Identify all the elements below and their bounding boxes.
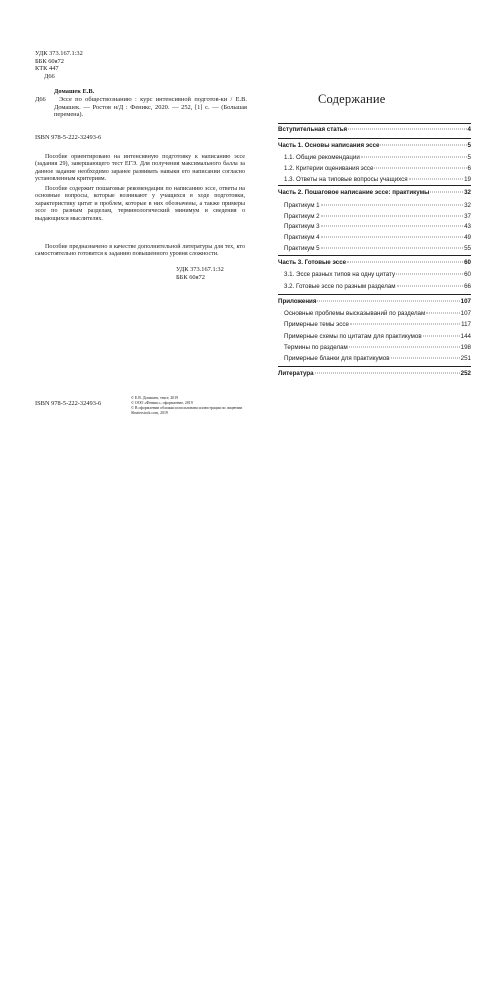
toc-top-rule	[278, 123, 471, 124]
toc-entry-page: 37	[464, 213, 471, 220]
annotation-paragraph-1: Пособие ориентировано на интенсивную подготовку к написанию эссе (задания 29), завершающего тест ЕГЭ. Для получения максимального балла за данное задание необходимо заранее развивать навыки его написании согласно установленным критериям.	[35, 154, 245, 183]
toc-entry-label: Вступительная статья	[278, 126, 348, 133]
toc-leader-dots	[315, 373, 460, 374]
toc-entry-page: 43	[464, 223, 471, 230]
toc-section-rule	[278, 255, 471, 256]
bbk-code-bottom: ББК 60я72	[176, 273, 205, 281]
toc-entry	[278, 154, 471, 162]
toc-entry-page: 198	[460, 344, 471, 351]
toc-entry-label: 1.3. Ответы на типовые вопросы учащихся	[284, 176, 408, 183]
toc-entry	[278, 189, 471, 197]
toc-entry-page: 32	[464, 189, 471, 196]
toc-entry-label: Практикум 1	[284, 202, 320, 209]
toc-entry	[278, 213, 471, 221]
toc-leader-dots	[391, 358, 460, 359]
toc-entry-label: Часть 3. Готовые эссе	[278, 259, 347, 266]
toc-entry	[278, 355, 471, 363]
toc-leader-dots	[374, 168, 466, 169]
ktk-code: КТК 447	[35, 65, 59, 72]
toc-entry-label: Практикум 5	[284, 245, 320, 252]
toc-entry-page: 117	[461, 321, 471, 328]
toc-entry-label: Литература	[278, 370, 314, 377]
toc-leader-dots	[317, 301, 459, 302]
copyright-line: © ООО «Феникс», оформление, 2019	[131, 401, 193, 405]
toc-entry-page: 251	[460, 355, 471, 362]
author-name: Домашек Е.В.	[54, 88, 95, 95]
toc-entry	[278, 234, 471, 242]
toc-entry-label: 1.2. Критерии оценивания эссе	[284, 165, 374, 172]
toc-entry-page: 19	[464, 176, 471, 183]
toc-entry	[278, 165, 471, 173]
toc-entry-label: Примерные бланки для практикумов	[284, 355, 390, 362]
toc-entry	[278, 370, 471, 378]
toc-leader-dots	[361, 157, 467, 158]
toc-entry-label: Практикум 2	[284, 213, 320, 220]
toc-entry	[278, 126, 471, 134]
record-text: Эссе по обществознанию : курс интенсивной подготов-ки / Е.В. Домашек. — Ростов н/Д : Феникс, 2020. — 252, [1] с. — (Большая перемена).	[54, 96, 247, 118]
annotation-paragraph-3: Пособие предназначено в качестве дополнительной литературы для тех, кто самостоятельно готовится к заданию повышенного уровня сложности.	[35, 244, 245, 258]
toc-entry-label: 1.1. Общие рекомендации	[284, 154, 360, 161]
isbn-top: ISBN 978-5-222-32493-6	[35, 134, 102, 141]
copyright-line: © В оформлении обложки использована иллюстрация по лицензии Shutterstock.com, 2019	[131, 406, 243, 415]
right-page	[0, 500, 250, 1000]
toc-leader-dots	[321, 237, 463, 238]
toc-entry-page: 60	[464, 271, 471, 278]
catalog-record	[35, 96, 247, 119]
toc-entry-page: 5	[467, 154, 471, 161]
toc-section-rule	[278, 294, 471, 295]
toc-leader-dots	[430, 192, 463, 193]
copyright-line: © Е.В. Домашек, текст, 2019	[131, 396, 179, 400]
toc-entry-page: 66	[464, 283, 471, 290]
toc-entry	[278, 321, 471, 329]
toc-entry-label: Часть 2. Пошаговое написание эссе: практикумы	[278, 189, 430, 196]
toc-leader-dots	[347, 262, 463, 263]
toc-entry	[278, 344, 471, 352]
toc-leader-dots	[409, 179, 463, 180]
toc-leader-dots	[423, 336, 460, 337]
toc-leader-dots	[349, 347, 460, 348]
annotation-paragraph-2: Пособие содержит пошаговые рекомендации по написанию эссе, ответы на основные вопросы, которые возникают у учащихся в ходе подготовки, характеристику цитат и проблем, которые в них обозначены, а также примеры эссе по разным разделам, терминологический минимум и сведения о выдающихся мыслителях.	[35, 186, 245, 222]
toc-entry	[278, 310, 471, 318]
toc-entry-label: Основные проблемы высказываний по разделам	[284, 310, 426, 317]
toc-entry	[278, 245, 471, 253]
toc-entry	[278, 271, 471, 279]
toc-entry	[278, 176, 471, 184]
toc-section-rule	[278, 366, 471, 367]
toc-entry-label: 3.1. Эссе разных типов на одну цитату	[284, 271, 396, 278]
toc-entry-label: Практикум 4	[284, 234, 320, 241]
author-sign: Д66	[44, 72, 55, 80]
toc-entry-label: Часть 1. Основы написания эссе	[278, 142, 380, 149]
toc-entry-label: Приложения	[278, 298, 317, 305]
toc-leader-dots	[380, 145, 466, 146]
toc-entry-page: 55	[464, 245, 471, 252]
toc-entry-page: 107	[460, 298, 471, 305]
left-page	[0, 0, 250, 500]
toc-entry-label: Примерные темы эссе	[284, 321, 349, 328]
toc-entry-label: Примерные схемы по цитатам для практикумов	[284, 333, 422, 340]
toc-entry	[278, 202, 471, 210]
library-codes-bottom	[176, 266, 224, 281]
toc-leader-dots	[396, 274, 463, 275]
toc-title: Содержание	[318, 92, 386, 106]
toc-entry-page: 4	[467, 126, 471, 133]
toc-entry-page: 5	[467, 142, 471, 149]
toc-leader-dots	[321, 248, 463, 249]
toc-entry-page: 144	[460, 333, 471, 340]
toc-entry-label: 3.2. Готовые эссе по разным разделам	[284, 283, 396, 290]
toc-entry	[278, 333, 471, 341]
toc-entry	[278, 283, 471, 291]
toc-leader-dots	[350, 324, 460, 325]
toc-leader-dots	[321, 216, 463, 217]
library-codes	[35, 50, 83, 80]
toc-entry	[278, 223, 471, 231]
toc-section-rule	[278, 185, 471, 186]
bbk-code: ББК 60я72	[35, 57, 64, 65]
toc-section-rule	[278, 138, 471, 139]
isbn-bottom: ISBN 978-5-222-32493-6	[35, 400, 102, 407]
toc-leader-dots	[321, 226, 463, 227]
toc-entry-page: 60	[464, 259, 471, 266]
toc-entry	[278, 142, 471, 150]
toc-entry-label: Практикум 3	[284, 223, 320, 230]
udk-code-bottom: УДК 373.167.1:32	[176, 266, 224, 273]
toc-entry-page: 107	[460, 310, 471, 317]
toc-leader-dots	[321, 205, 463, 206]
record-code: Д66	[35, 96, 46, 103]
copyright-block	[131, 396, 249, 416]
toc-entry-page: 32	[464, 202, 471, 209]
toc-leader-dots	[348, 129, 466, 130]
toc-leader-dots	[397, 286, 464, 287]
toc-entry-page: 6	[467, 165, 471, 172]
toc-entry	[278, 259, 471, 267]
toc-entry-page: 252	[460, 370, 471, 377]
toc-entry-label: Термины по разделам	[284, 344, 348, 351]
udk-code: УДК 373.167.1:32	[35, 50, 83, 57]
toc-entry	[278, 298, 471, 306]
toc-leader-dots	[426, 313, 459, 314]
toc-entry-page: 49	[464, 234, 471, 241]
